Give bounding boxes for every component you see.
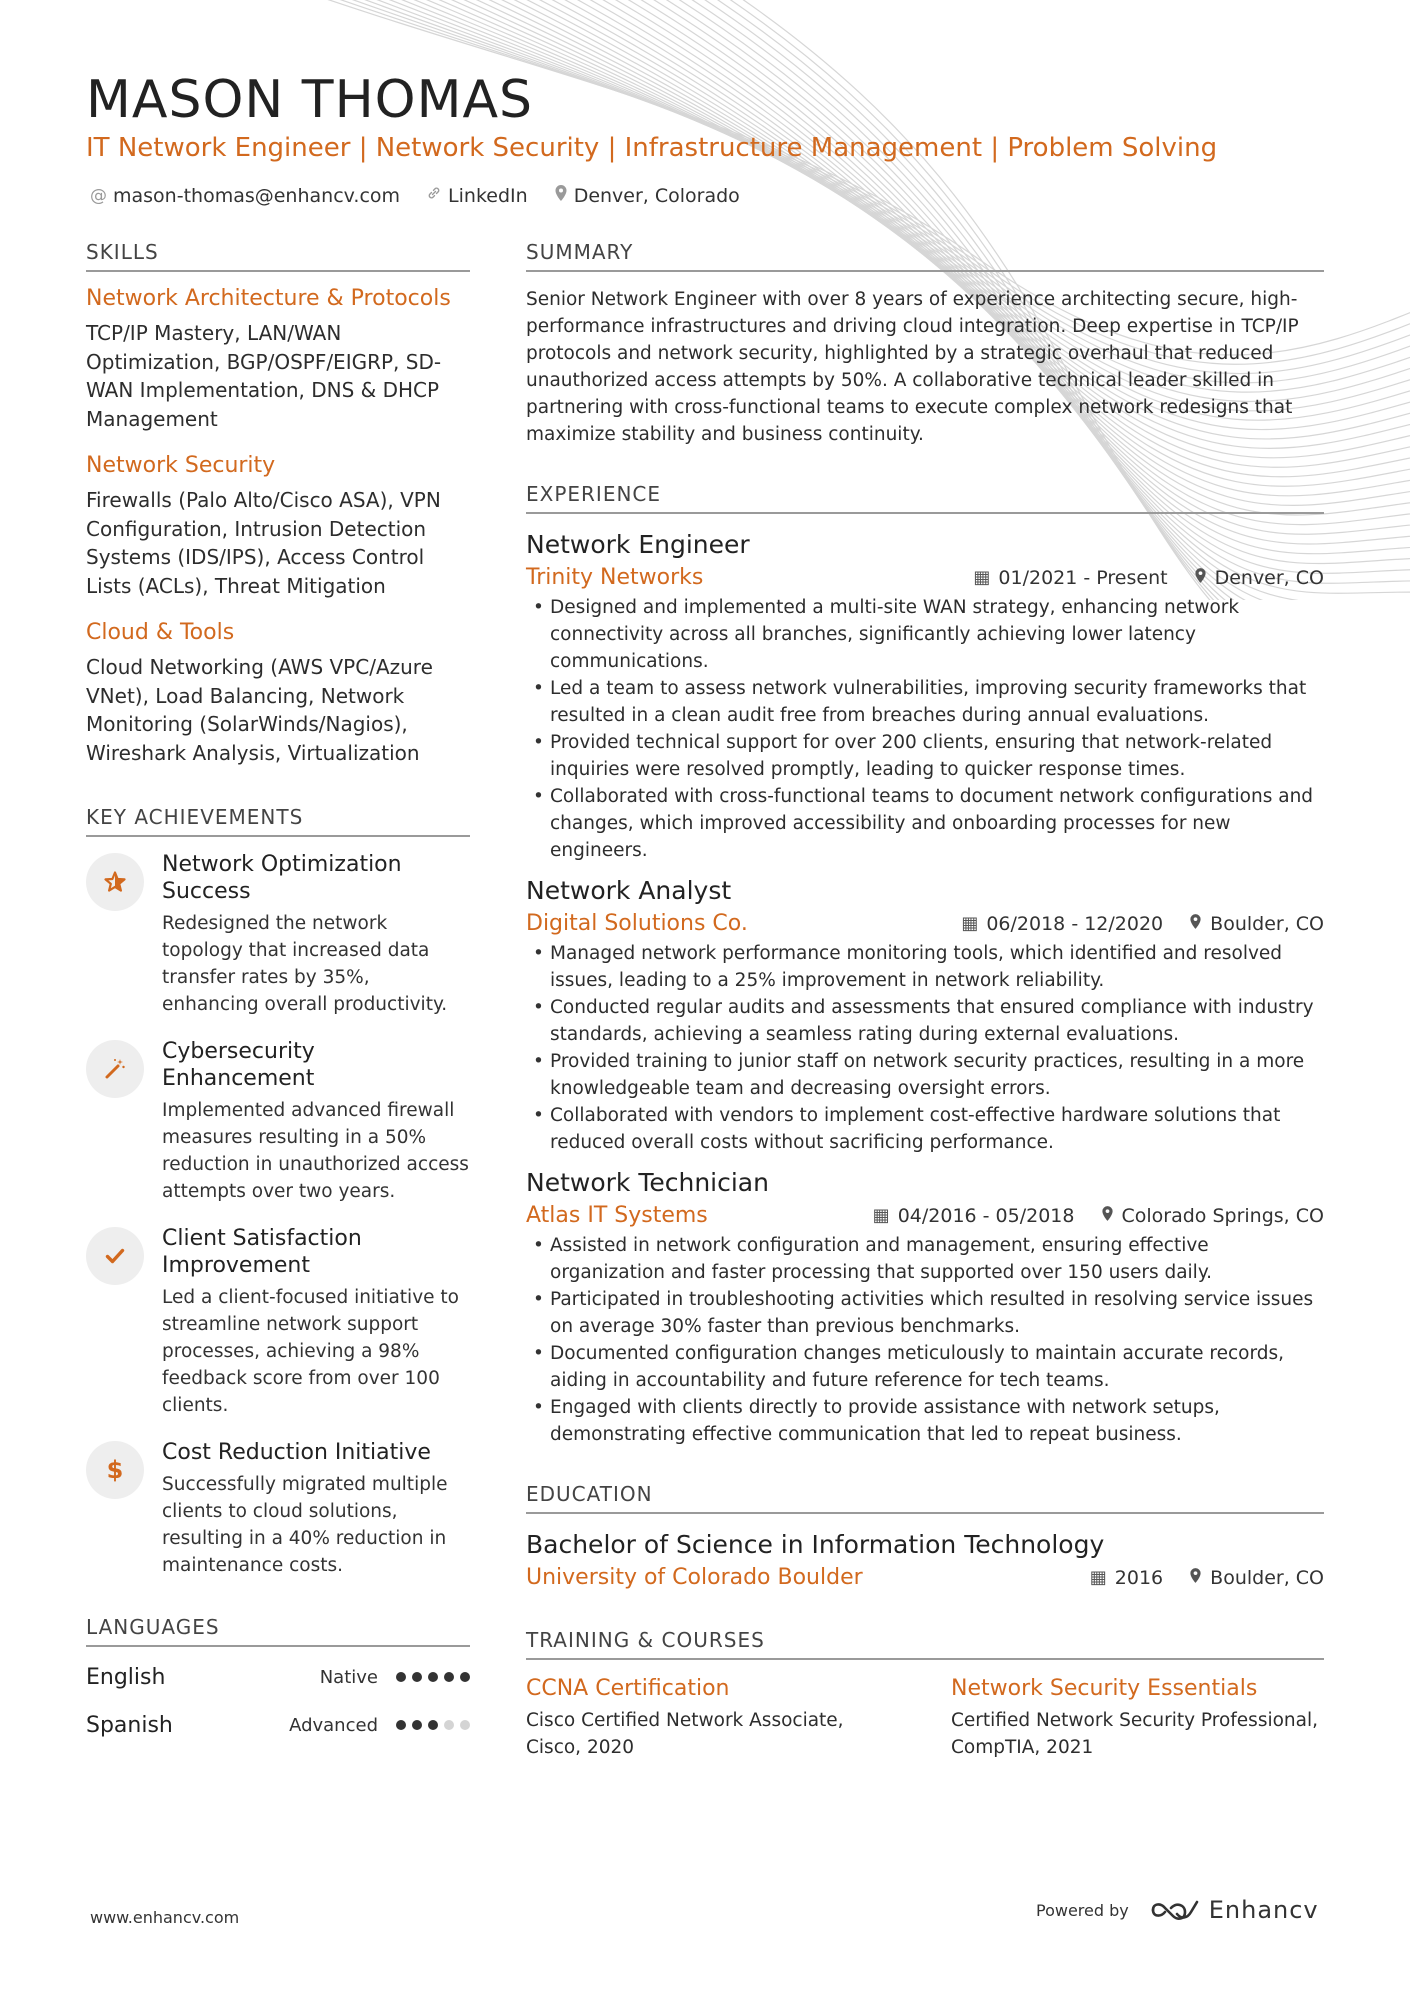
- education-year: [1090, 1567, 1163, 1589]
- job-location-text: Boulder, CO: [1210, 912, 1324, 935]
- skill-group-heading: Network Security: [86, 453, 276, 478]
- course-text: Certified Network Security Professional, CompTIA, 2021: [951, 1710, 1318, 1758]
- calendar-icon: ▦: [872, 1205, 890, 1226]
- language-item: [86, 1701, 470, 1749]
- job-dates-text: 01/2021 - Present: [998, 566, 1168, 589]
- course-item: [951, 1676, 1324, 1761]
- skill-group: [86, 453, 470, 600]
- training-title: TRAINING & COURSES: [526, 1628, 1324, 1660]
- achievement-item: [86, 851, 470, 1018]
- job-company: Trinity Networks: [526, 565, 704, 590]
- language-level: Native: [319, 1666, 378, 1688]
- footer-branding: [1036, 1896, 1319, 1924]
- job-location: [1194, 567, 1324, 589]
- job-bullets: [526, 1232, 1324, 1448]
- candidate-name: MASON THOMAS: [86, 70, 534, 130]
- education-location-text: Boulder, CO: [1210, 1566, 1324, 1589]
- star-icon: [86, 853, 144, 911]
- job-bullet: • Provided technical support for over 200 clients, ensuring that network-related inquiries were resolved promptly, leading to quicker response times.: [526, 729, 1324, 783]
- skill-group-heading: Cloud & Tools: [86, 620, 235, 645]
- achievement-title: Client Satisfaction Improvement: [162, 1226, 362, 1278]
- language-rating: [396, 1672, 470, 1682]
- calendar-icon: ▦: [973, 567, 991, 588]
- location-icon: [1101, 1205, 1114, 1227]
- job-dates: [873, 1205, 1075, 1227]
- achievement-desc: Implemented advanced firewall measures resulting in a 50% reduction in unauthorized access attempts over two years.: [162, 1100, 469, 1202]
- summary-section: [526, 240, 1324, 448]
- job-location-text: Denver, CO: [1214, 566, 1324, 589]
- rating-dot-filled: [428, 1672, 438, 1682]
- education-school: University of Colorado Boulder: [526, 1565, 863, 1590]
- rating-dot-empty: [444, 1720, 454, 1730]
- language-item: [86, 1653, 470, 1701]
- job-location: [1189, 913, 1324, 935]
- job-bullet: • Documented configuration changes meticulously to maintain accurate records, aiding in accountability and future reference for tech teams.: [526, 1340, 1324, 1394]
- course-text: Cisco Certified Network Associate, Cisco, 2020: [526, 1710, 844, 1758]
- achievement-title: Cybersecurity Enhancement: [162, 1039, 315, 1091]
- course-heading: Network Security Essentials: [951, 1676, 1258, 1701]
- rating-dot-empty: [460, 1720, 470, 1730]
- calendar-icon: ▦: [961, 913, 979, 934]
- education-degree: Bachelor of Science in Information Technology: [526, 1530, 1105, 1559]
- location-icon: [1189, 1567, 1202, 1589]
- rating-dot-filled: [396, 1720, 406, 1730]
- education-year-text: 2016: [1114, 1566, 1164, 1589]
- job-bullet: • Conducted regular audits and assessments that ensured compliance with industry standards, achieving a seamless rating during external evaluations.: [526, 994, 1324, 1048]
- location-icon: [1194, 567, 1207, 589]
- education-title: EDUCATION: [526, 1482, 1324, 1514]
- job-bullet: • Managed network performance monitoring tools, which identified and resolved issues, leading to a 25% improvement in network reliability.: [526, 940, 1324, 994]
- skill-group-text: TCP/IP Mastery, LAN/WAN Optimization, BGP/OSPF/EIGRP, SD-WAN Implementation, DNS & DHCP Management: [86, 321, 442, 431]
- brand-logo[interactable]: [1151, 1896, 1319, 1924]
- language-name: English: [86, 1664, 166, 1690]
- job-bullets: [526, 940, 1324, 1156]
- achievement-desc: Successfully migrated multiple clients to cloud solutions, resulting in a 40% reduction in maintenance costs.: [162, 1474, 448, 1576]
- achievement-item: [86, 1038, 470, 1205]
- skills-title: SKILLS: [86, 240, 470, 272]
- job-title: Network Analyst: [526, 876, 732, 905]
- right-column: [526, 240, 1324, 1761]
- contact-email-text: mason-thomas@enhancv.com: [113, 184, 401, 207]
- job-bullet: • Assisted in network configuration and management, ensuring effective organization and faster processing that supported over 150 users daily.: [526, 1232, 1324, 1286]
- job-dates-text: 04/2016 - 05/2018: [897, 1204, 1075, 1227]
- job-bullet: • Engaged with clients directly to provide assistance with network setups, demonstrating effective communication that led to repeat business.: [526, 1394, 1324, 1448]
- rating-dot-filled: [460, 1672, 470, 1682]
- job-title: Network Engineer: [526, 530, 750, 559]
- powered-by-label: Powered by: [1036, 1900, 1129, 1920]
- link-icon: [426, 185, 442, 206]
- job-company: Digital Solutions Co.: [526, 911, 748, 936]
- contact-linkedin[interactable]: [426, 185, 528, 207]
- location-icon: [554, 184, 568, 207]
- enhancv-logo-icon: [1151, 1898, 1199, 1922]
- experience-title: EXPERIENCE: [526, 482, 1324, 514]
- skill-group-text: Cloud Networking (AWS VPC/Azure VNet), Load Balancing, Network Monitoring (SolarWinds/Nagios), Wireshark Analysis, Virtualization: [86, 655, 433, 765]
- experience-section: [526, 482, 1324, 1448]
- contact-location: [554, 184, 740, 207]
- job-location: [1101, 1205, 1325, 1227]
- candidate-headline: IT Network Engineer | Network Security | Infrastructure Management | Problem Solving: [86, 133, 1218, 163]
- summary-text: Senior Network Engineer with over 8 years of experience architecting secure, high-performance infrastructures and driving cloud integration. Deep expertise in TCP/IP protocols and network security, highlighted by a strategic overhaul that reduced unauthorized access attempts by 50%. A collaborative technical leader skilled in partnering with cross-functional teams to execute complex network redesigns that maximize stability and business continuity.: [526, 289, 1299, 445]
- rating-dot-filled: [444, 1672, 454, 1682]
- course-item: [526, 1676, 899, 1761]
- course-heading: CCNA Certification: [526, 1676, 730, 1701]
- language-name: Spanish: [86, 1712, 173, 1738]
- skill-group-text: Firewalls (Palo Alto/Cisco ASA), VPN Configuration, Intrusion Detection Systems (IDS/IPS), Access Control Lists (ACLs), Threat Mitigation: [86, 488, 441, 598]
- checkmark-icon: [86, 1227, 144, 1285]
- languages-section: [86, 1615, 470, 1749]
- skills-section: [86, 240, 470, 767]
- job-dates-text: 06/2018 - 12/2020: [986, 912, 1164, 935]
- job-bullet: • Participated in troubleshooting activities which resulted in resolving service issues on average 30% faster than previous benchmarks.: [526, 1286, 1324, 1340]
- language-rating: [396, 1720, 470, 1730]
- job-entry: [526, 1168, 1324, 1448]
- language-level: Advanced: [289, 1714, 378, 1736]
- skill-group: [86, 620, 470, 767]
- training-section: [526, 1628, 1324, 1761]
- job-entry: [526, 530, 1324, 864]
- contact-bar: [90, 184, 740, 207]
- location-icon: [1189, 913, 1202, 935]
- rating-dot-filled: [428, 1720, 438, 1730]
- achievement-title: Cost Reduction Initiative: [162, 1440, 431, 1465]
- skill-group: [86, 286, 470, 433]
- job-dates: [961, 913, 1163, 935]
- job-bullet: • Designed and implemented a multi-site WAN strategy, enhancing network connectivity across all branches, significantly achieving lower latency communications.: [526, 594, 1324, 675]
- skill-group-heading: Network Architecture & Protocols: [86, 286, 451, 311]
- job-company: Atlas IT Systems: [526, 1203, 708, 1228]
- left-column: [86, 240, 470, 1749]
- job-location-text: Colorado Springs, CO: [1121, 1204, 1324, 1227]
- brand-name: Enhancv: [1208, 1896, 1319, 1924]
- achievements-title: KEY ACHIEVEMENTS: [86, 805, 470, 837]
- education-section: [526, 1482, 1324, 1590]
- achievement-desc: Led a client-focused initiative to streamline network support processes, achieving a 98% feedback score from over 100 clients.: [162, 1287, 459, 1416]
- summary-title: SUMMARY: [526, 240, 1324, 272]
- achievement-item: [86, 1439, 470, 1579]
- dollar-icon: $: [86, 1441, 144, 1499]
- rating-dot-filled: [412, 1672, 422, 1682]
- job-bullet: • Provided training to junior staff on network security practices, resulting in a more knowledgeable team and decreasing oversight errors.: [526, 1048, 1324, 1102]
- education-location: [1189, 1567, 1324, 1589]
- job-bullets: [526, 594, 1324, 864]
- job-bullet: • Collaborated with cross-functional teams to document network configurations and changes, which improved accessibility and onboarding processes for new engineers.: [526, 783, 1324, 864]
- achievement-item: [86, 1225, 470, 1419]
- achievement-title: Network Optimization Success: [162, 852, 402, 904]
- achievement-desc: Redesigned the network topology that increased data transfer rates by 35%, enhancing overall productivity.: [162, 913, 448, 1015]
- contact-email[interactable]: [90, 185, 400, 207]
- magic-wand-icon: [86, 1040, 144, 1098]
- achievements-section: [86, 805, 470, 1579]
- contact-location-text: Denver, Colorado: [573, 184, 740, 207]
- job-entry: [526, 876, 1324, 1156]
- rating-dot-filled: [396, 1672, 406, 1682]
- contact-linkedin-text: LinkedIn: [448, 184, 528, 207]
- job-title: Network Technician: [526, 1168, 769, 1197]
- calendar-icon: ▦: [1089, 1567, 1107, 1588]
- job-bullet: • Led a team to assess network vulnerabilities, improving security frameworks that resulted in a clean audit free from breaches during annual evaluations.: [526, 675, 1324, 729]
- job-bullet: • Collaborated with vendors to implement cost-effective hardware solutions that reduced overall costs without sacrificing performance.: [526, 1102, 1324, 1156]
- languages-title: LANGUAGES: [86, 1615, 470, 1647]
- rating-dot-filled: [412, 1720, 422, 1730]
- at-icon: @: [90, 185, 107, 206]
- job-dates: [973, 567, 1167, 589]
- footer-website[interactable]: www.enhancv.com: [90, 1908, 240, 1927]
